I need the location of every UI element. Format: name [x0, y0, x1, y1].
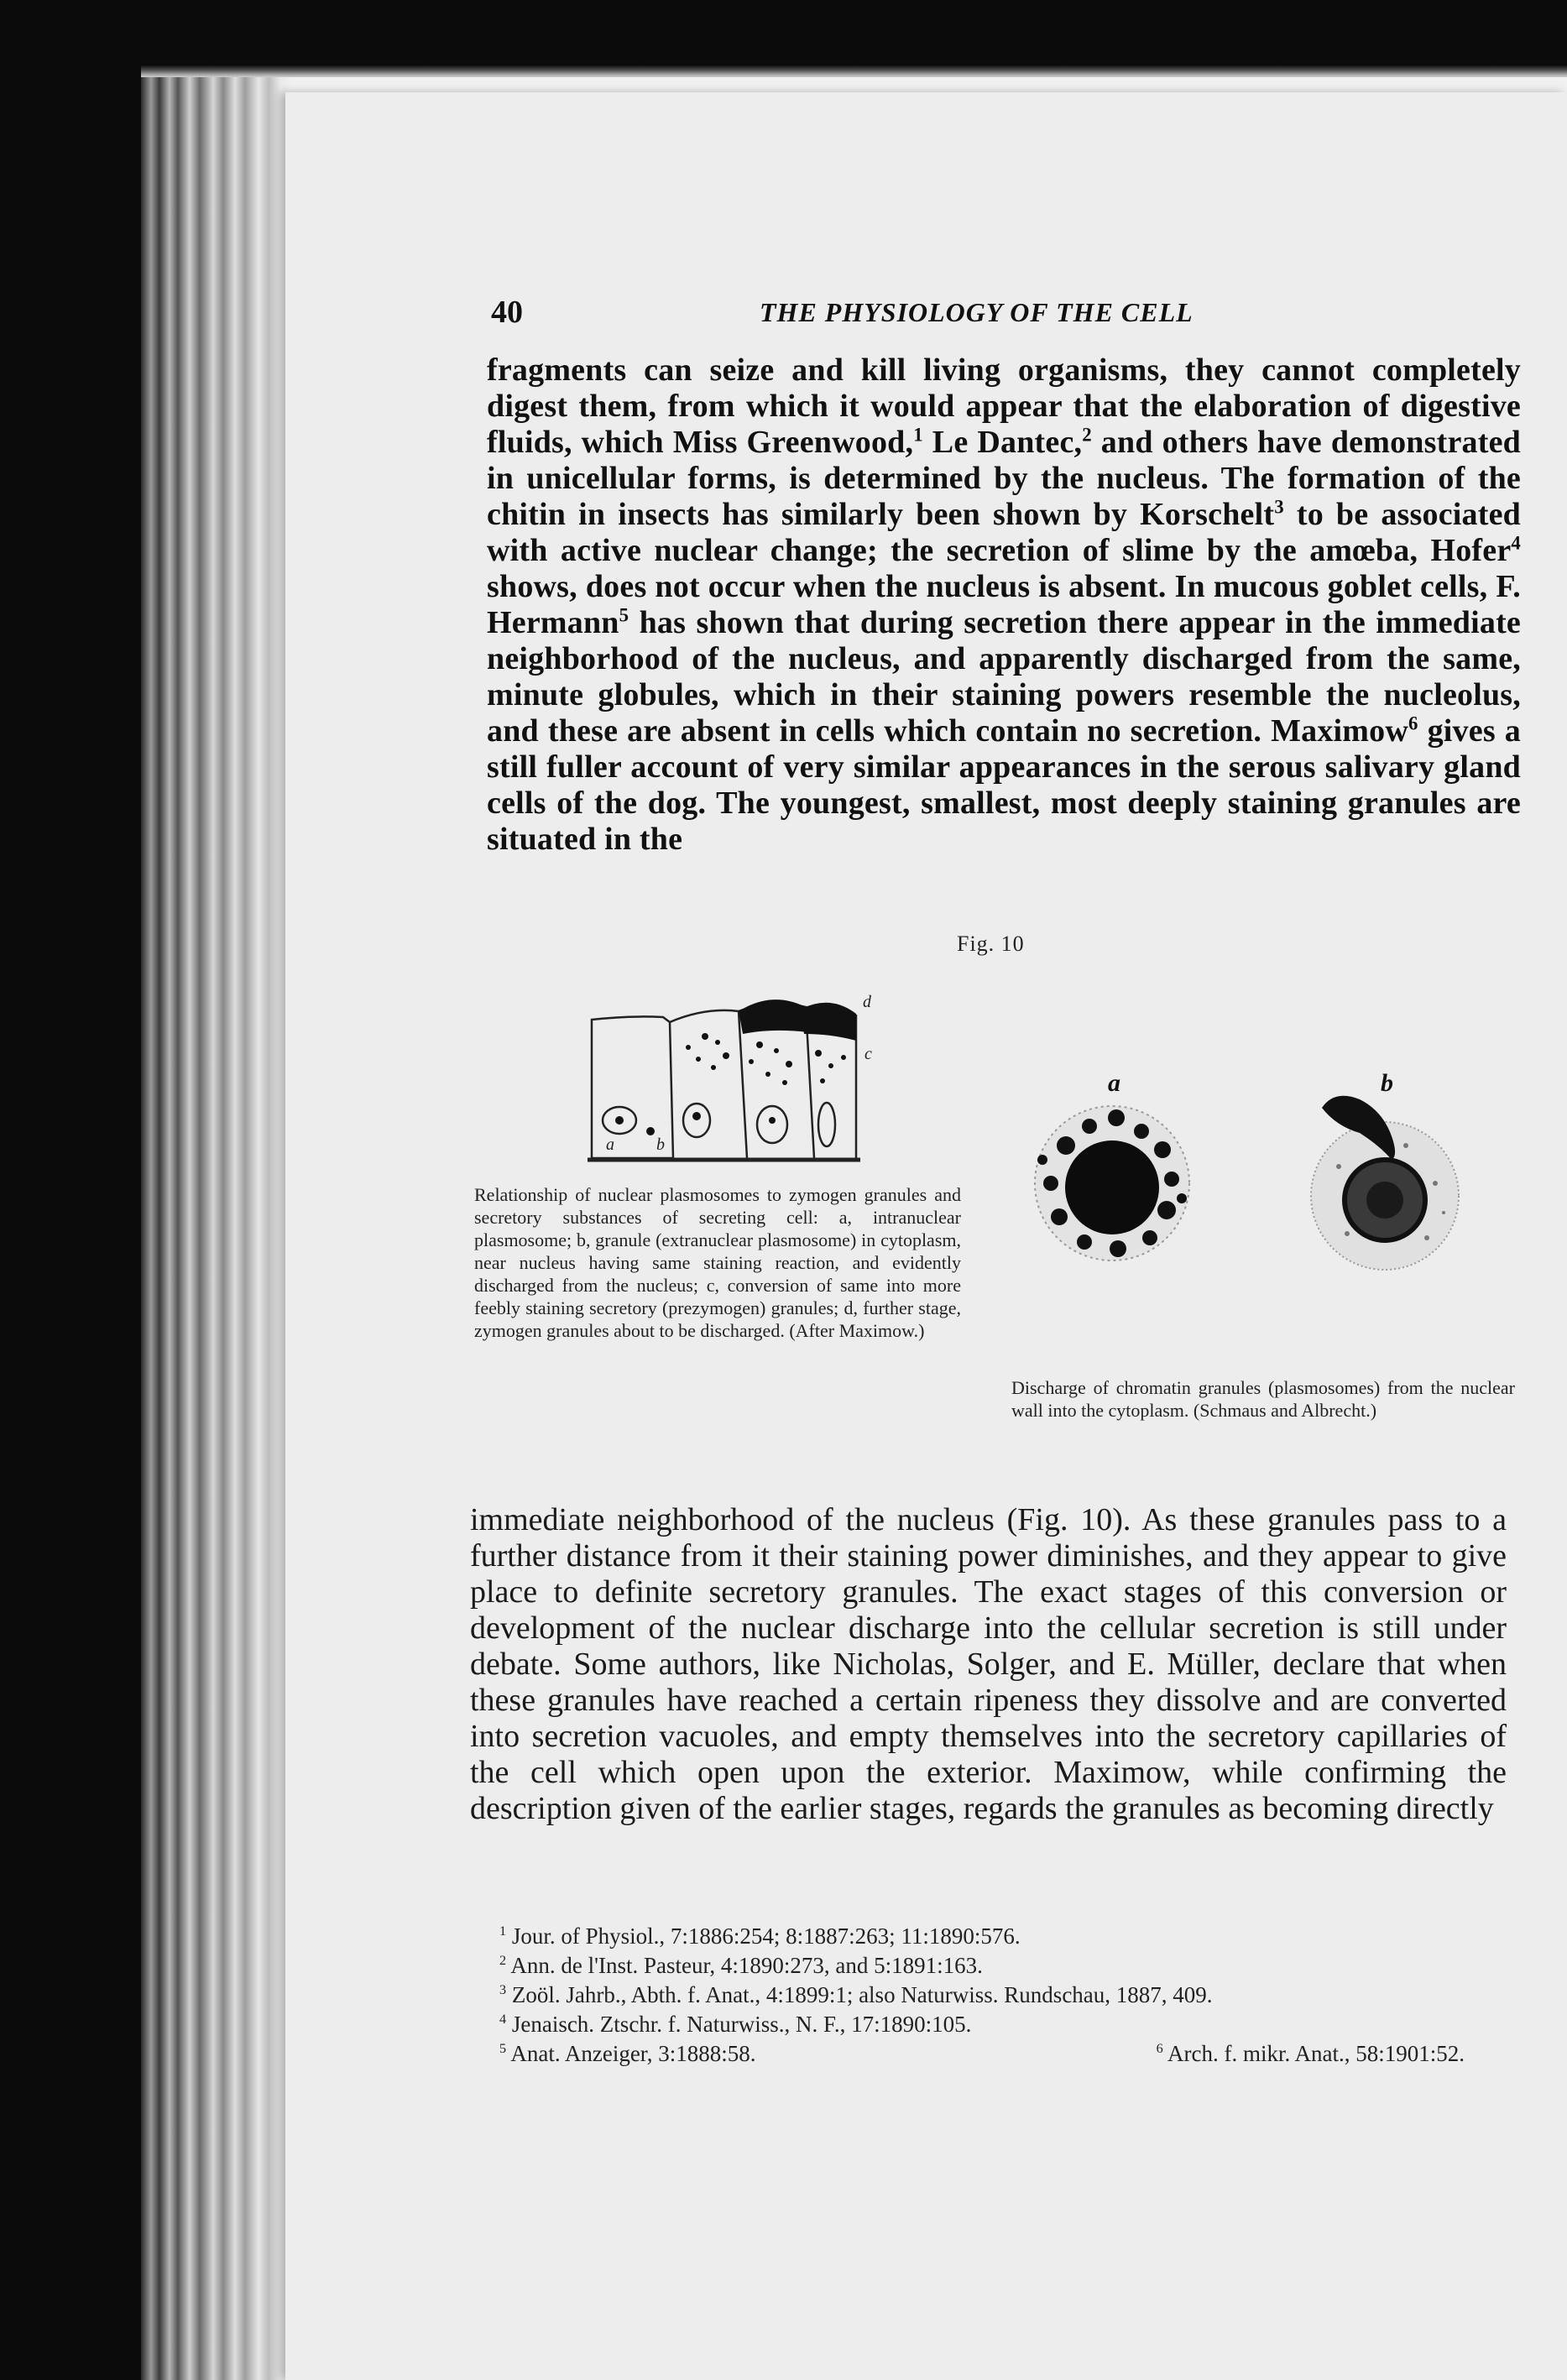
- footnote-ref: 4: [1511, 532, 1521, 554]
- footnote-text: Ann. de l'Inst. Pasteur, 4:1890:273, and 5:1891:163.: [510, 1953, 983, 1978]
- figure-caption-right: Discharge of chromatin granules (plasmosomes) from the nuclear wall into the cytoplasm. (Schmaus and Albrecht.): [1011, 1377, 1515, 1421]
- footnote-text: Jour. of Physiol., 7:1886:254; 8:1887:263; 11:1890:576.: [511, 1923, 1021, 1949]
- figure-letter-b: b: [1381, 1069, 1393, 1097]
- footnote-number: 4: [499, 2012, 507, 2027]
- footnote-ref: 6: [1408, 712, 1418, 734]
- footnote-ref: 3: [1274, 496, 1284, 518]
- footnotes: [499, 1922, 1481, 2069]
- footnote-ref: 1: [913, 424, 923, 446]
- footnote-2: [499, 1951, 1481, 1981]
- figure-letter-a: a: [606, 1135, 614, 1154]
- text-segment: fragments can seize and kill living organisms, they cannot completely digest them, from which it would appear that the elaboration of digestive fluids, which Miss Greenwood,: [487, 352, 1521, 460]
- figure-letter-a: a: [1108, 1069, 1120, 1097]
- figure-chromatin-discharge-illustration: [1024, 1066, 1477, 1284]
- footnote-number: 5: [499, 2041, 507, 2056]
- book-top-edge: [141, 65, 1567, 77]
- footnote-row: [499, 2039, 1465, 2069]
- figure-letter-d: d: [863, 993, 871, 1011]
- body-text-top: [487, 352, 1521, 858]
- footnote-ref: 5: [619, 604, 629, 626]
- footnote-3: [499, 1981, 1481, 2010]
- footnote-text: Zoöl. Jahrb., Abth. f. Anat., 4:1899:1; also Naturwiss. Rundschau, 1887, 409.: [511, 1982, 1213, 2007]
- footnote-4: [499, 2010, 1481, 2039]
- text-segment: has shown that during secretion there appear in the immediate neighborhood of the nucleus, and apparently discharged from the same, minute globules, which in their staining powers resemble the nucleolus, and these are absent in cells which contain no secretion. Maximow: [487, 605, 1521, 749]
- footnote-number: 6: [1156, 2041, 1163, 2056]
- text-segment: to be associated with active nuclear change; the secretion of slime by the amœba, Hofer: [487, 497, 1521, 568]
- running-title: THE PHYSIOLOGY OF THE CELL: [760, 297, 1194, 327]
- text-segment: Le Dantec,: [922, 425, 1083, 460]
- footnote-1: [499, 1922, 1481, 1951]
- figure-letter-c: c: [864, 1045, 872, 1063]
- figure-caption-left: Relationship of nuclear plasmosomes to zymogen granules and secretory substances of secreting cell: a, intranuclear plasmosome; b, granule (extranuclear plasmosome) in cytoplasm, near nucleus having same staining reaction, and evidently discharged from the nucleus; c, conversion of same into more feebly staining secretory (prezymogen) granules; d, further stage, zymogen granules about to be discharged. (After Maximow.): [474, 1184, 961, 1341]
- text-segment: shows, does not occur when the nucleus is absent. In mucous goblet cells, F. Hermann: [487, 569, 1521, 640]
- footnote-number: 1: [499, 1923, 507, 1939]
- body-text-bottom: immediate neighborhood of the nucleus (Fig. 10). As these granules pass to a further distance from it their staining power diminishes, and they appear to give place to definite secretory granules. The exact stages of this conversion or development of the nuclear discharge into the cellular secretion is still under debate. Some authors, like Nicholas, Solger, and E. Müller, declare that when these granules have reached a certain ripeness they dissolve and are converted into secretion vacuoles, and empty themselves into the secretory capillaries of the cell which open upon the exterior. Maximow, while confirming the description given of the earlier stages, regards the granules as becoming directly: [470, 1502, 1507, 1826]
- figure-letter-b: b: [656, 1135, 665, 1154]
- footnote-number: 3: [499, 1982, 507, 1997]
- footnote-ref: 2: [1082, 424, 1092, 446]
- figure-label: Fig. 10: [957, 932, 1025, 956]
- footnote-text: Arch. f. mikr. Anat., 58:1901:52.: [1167, 2041, 1465, 2066]
- text-segment: and others have demonstrated in unicellular forms, is determined by the nucleus. The formation of the chitin in insects has similarly been shown by Korschelt: [487, 425, 1521, 532]
- footnote-text: Jenaisch. Ztschr. f. Naturwiss., N. F., 17:1890:105.: [511, 2012, 972, 2037]
- footnote-text: Anat. Anzeiger, 3:1888:58.: [510, 2041, 756, 2066]
- footnote-5: [499, 2039, 755, 2069]
- footnote-6: [1157, 2039, 1465, 2069]
- figure-gland-cells-illustration: [579, 982, 898, 1175]
- text-segment: gives a still fuller account of very similar appearances in the serous salivary gland cells of the dog. The youngest, smallest, most deeply staining granules are situated in the: [487, 713, 1522, 857]
- running-head: [491, 294, 1263, 330]
- footnote-number: 2: [499, 1953, 507, 1968]
- page-number: 40: [491, 295, 523, 330]
